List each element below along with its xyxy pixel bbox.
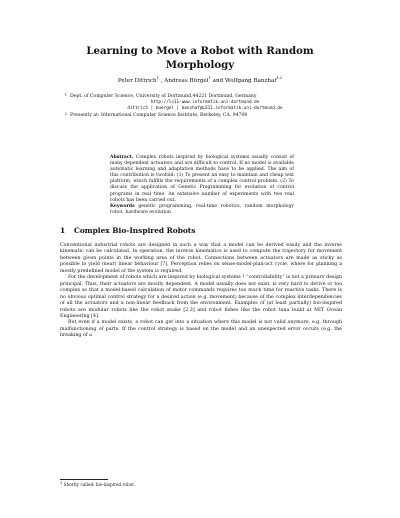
footnote-mark: 1: [242, 274, 245, 279]
affil-mark: 2: [64, 111, 67, 116]
affil-emails: dittrich | buergel | banzhaf@LS11.informatik.uni-dortmund.de: [127, 106, 283, 112]
abstract: [110, 155, 294, 216]
footnote-rule: [60, 479, 108, 480]
section-number: 1: [60, 226, 66, 235]
affil-mark: 1: [64, 93, 67, 97]
section-body: [60, 243, 342, 340]
keywords-text: genetic programming, real-time robotics, random morphology robot, hardware evolution: [110, 203, 294, 215]
author-affil-mark: 1: [156, 76, 159, 80]
author-name: and Wolfgang Banzhaf: [212, 78, 277, 84]
footnote-mark: 1: [60, 481, 63, 485]
paragraph: For the development of robots which are inspired by biological systems $^1$ “controllability” is not a primary design principal. Thus, their actuators are mostly dependent. A model usually does not exist, is very hard to derive or too complex so that a model-based calculation of motor commands requires too much time for reactive tasks. There is no obvious optimal control strategy for a desired action (e.g. movement) because of the complex interdependencies of all the actuators and a non-linear feedback from the environment. Examples of (at least partially) bio-inspired robots are modular robots like the robot snake [2,3] and robot fishes like the robot tuna build at MIT Ocean Engineering [4].: [60, 274, 342, 319]
affil-url: http://ls11-www.informatik.uni-dortmund.de: [150, 100, 260, 106]
author-affil-mark: 1,2: [276, 76, 283, 80]
author-list: Peter Dittrich$^1$ , Andreas Bürgel$^1$ and Wolfgang Banzhaf$^{1,2}$: [117, 76, 283, 84]
title-line-1: Learning to Move a Robot with Random: [86, 45, 314, 57]
affil-line: Presently at: International Computer Science Institute, Berkeley, CA. 94708: [70, 112, 248, 118]
paragraph: Conventional industrial robots are designed in such a way that a model can be derived easily and the inverse kinematic can be calculated. In operation, the inverse kinematics is used to compute the trajectory for movement between given points in the working area of the robot. Connections between actuators are made as sticky as possible to yield (near) linear behaviour [7]. Perception relies on sense-model-plan-act cycle, where for planning a mostly predefined model of the system is required.: [60, 243, 342, 274]
author-name: Andreas Bürgel: [164, 78, 209, 84]
abstract-label: Abstract.: [110, 155, 134, 160]
keywords-label: Keywords: [110, 203, 135, 209]
title-line-2: Morphology: [165, 59, 235, 71]
affil-line: Dept. of Computer Science, University of Dortmund,44221 Dortmund, Germany: [70, 94, 257, 99]
paragraph: But even if a model exists, a robot can get into a situation where this model is not valid anymore, e.g. through malfunctioning of parts. If the control strategy is based on the model and an unexpected error occurs (e.g. the breaking of a: [60, 320, 342, 339]
abstract-text: Complex robots inspired by biological systems usually consist of many dependent actuators and are difficult to control. If no model is available automatic learning and adaptation methods have to be applied. The aim of this contribution is twofold: (1) To present an easy to maintain and cheap test platform, which fulfills the requirements of a complex control problem. (2) To discuss the application of Genetic Programming for evolution of control programs in real time. An extensive number of experiments with two real robots has been carried out.: [110, 155, 294, 203]
section-heading: [60, 226, 360, 236]
affiliations: [60, 94, 350, 119]
footnote-text: Shortly called: bio-inspired robot.: [63, 482, 136, 487]
author-affil-mark: 1: [208, 76, 211, 80]
footnote: [60, 482, 342, 488]
section-title: Complex Bio-Inspired Robots: [74, 226, 196, 235]
paper-title: [60, 44, 340, 72]
author-name: Peter Dittrich: [117, 78, 157, 84]
